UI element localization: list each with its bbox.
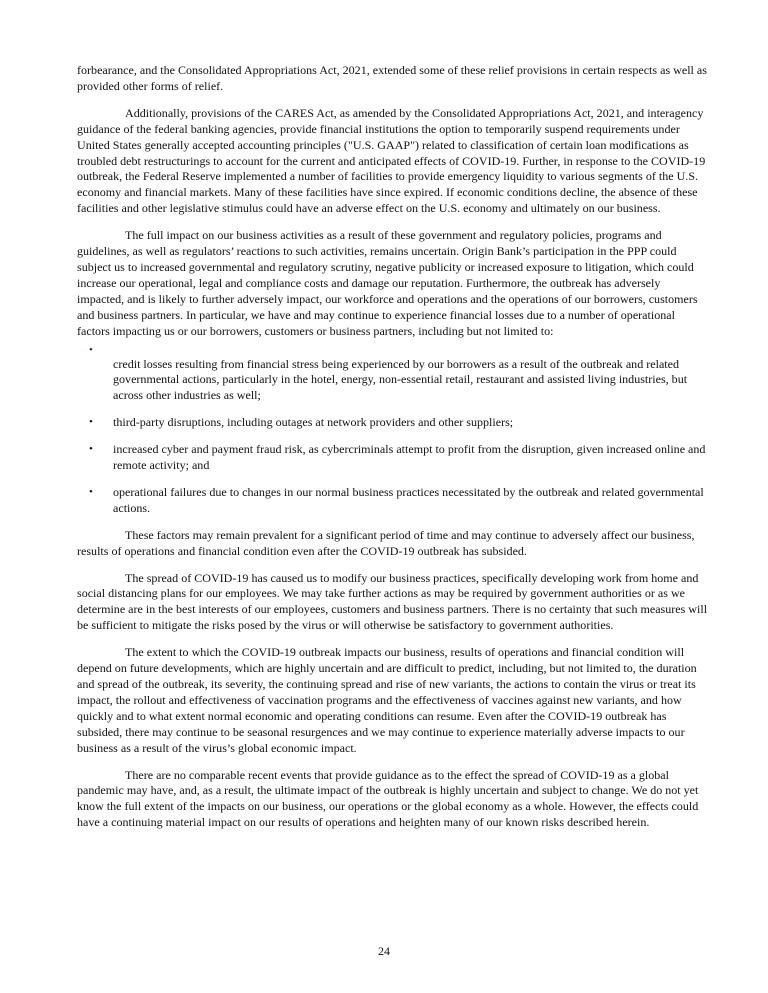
- paragraph-full-impact: The full impact on our business activities as a result of these government and regulatory policies, programs and guidelines, as well as regulators’ reactions to such activities, remains uncertain. Origin Bank’s participation in the PPP could subject us to increased governmental and regulatory scrutiny, negative publicity or increased exposure to litigation, which could increase our operational, legal and compliance costs and damage our reputation. Furthermore, the outbreak has adversely impacted, and is likely to further adversely impact, our workforce and operations and the operations of our borrowers, customers and business partners. In particular, we have and may continue to experience financial losses due to a number of operational factors impacting us or our borrowers, customers or business partners, including but not limited to:: [77, 228, 698, 338]
- list-item: [77, 343, 709, 405]
- risk-factor-list: [77, 343, 709, 517]
- paragraph-cares-act: Additionally, provisions of the CARES Act, as amended by the Consolidated Appropriations Act, 2021, and interagency guidance of the federal banking agencies, provide financial institutions the option to temporarily suspend requirements under United States generally accepted accounting principles ("U.S. GAAP") related to classification of certain loan modifications as troubled debt restructurings to account for the current and anticipated effects of COVID-19. Further, in response to the COVID-19 outbreak, the Federal Reserve implemented a number of facilities to provide emergency liquidity to various segments of the U.S. economy and financial markets. Many of these facilities have since expired. If economic conditions decline, the absence of these facilities and other legislative stimulus could have an adverse effect on the U.S. economy and ultimately on our business.: [77, 105, 706, 216]
- paragraph-extent-of-impact: The extent to which the COVID-19 outbreak impacts our business, results of operations and financial condition will depend on future developments, which are highly uncertain and are difficult to predict, including, but not limited to, the duration and spread of the outbreak, its severity, the continuing spread and rise of new variants, the actions to contain the virus or treat its impact, the rollout and effectiveness of vaccination programs and the effectiveness of vaccines against new variants, and how quickly and to what extent normal economic and operating conditions can resume. Even after the COVID-19 outbreak has subsided, there may continue to be seasonal resurgences and we may continue to experience materially adverse impacts to our business as a result of the virus’s global economic impact.: [77, 645, 697, 755]
- bullet-icon: •: [89, 343, 93, 356]
- paragraph-business-practices: The spread of COVID-19 has caused us to modify our business practices, specifically developing work from home and social distancing plans for our employees. We may take further actions as may be required by government authorities or as we determine are in the best interests of our employees, customers and business partners. There is no certainty that such measures will be sufficient to mitigate the risks posed by the virus or will otherwise be satisfactory to government authorities.: [77, 570, 708, 633]
- page-number: 24: [378, 944, 390, 958]
- bullet-icon: •: [89, 443, 93, 456]
- bullet-icon: •: [89, 485, 93, 498]
- list-item: [77, 415, 709, 431]
- list-item: [77, 442, 709, 474]
- list-item-text: third-party disruptions, including outages at network providers and other suppliers;: [113, 415, 514, 430]
- document-page: [77, 63, 709, 842]
- list-item: [77, 485, 709, 517]
- list-item-text: increased cyber and payment fraud risk, as cybercriminals attempt to profit from the disruption, given increased online and remote activity; and: [113, 442, 706, 473]
- paragraph-continuation: forbearance, and the Consolidated Appropriations Act, 2021, extended some of these relief provisions in certain respects as well as provided other forms of relief.: [77, 63, 707, 93]
- paragraph-no-comparable-events: There are no comparable recent events that provide guidance as to the effect the spread of COVID-19 as a global pandemic may have, and, as a result, the ultimate impact of the outbreak is highly uncertain and subject to change. We do not yet know the full extent of the impacts on our business, our operations or the global economy as a whole. However, the effects could have a continuing material impact on our results of operations and heighten many of our known risks described herein.: [77, 767, 699, 830]
- paragraph-factors-prevalent: These factors may remain prevalent for a significant period of time and may continue to adversely affect our business, results of operations and financial condition even after the COVID-19 outbreak has subsided.: [77, 527, 695, 558]
- list-item-text: operational failures due to changes in our normal business practices necessitated by the outbreak and related governmental actions.: [113, 484, 704, 515]
- bullet-icon: •: [89, 416, 93, 429]
- list-item-text: credit losses resulting from financial stress being experienced by our borrowers as a result of the outbreak and related governmental actions, particularly in the hotel, energy, non-essential retail, restaurant and assisted living industries, but across other industries as well;: [113, 356, 688, 403]
